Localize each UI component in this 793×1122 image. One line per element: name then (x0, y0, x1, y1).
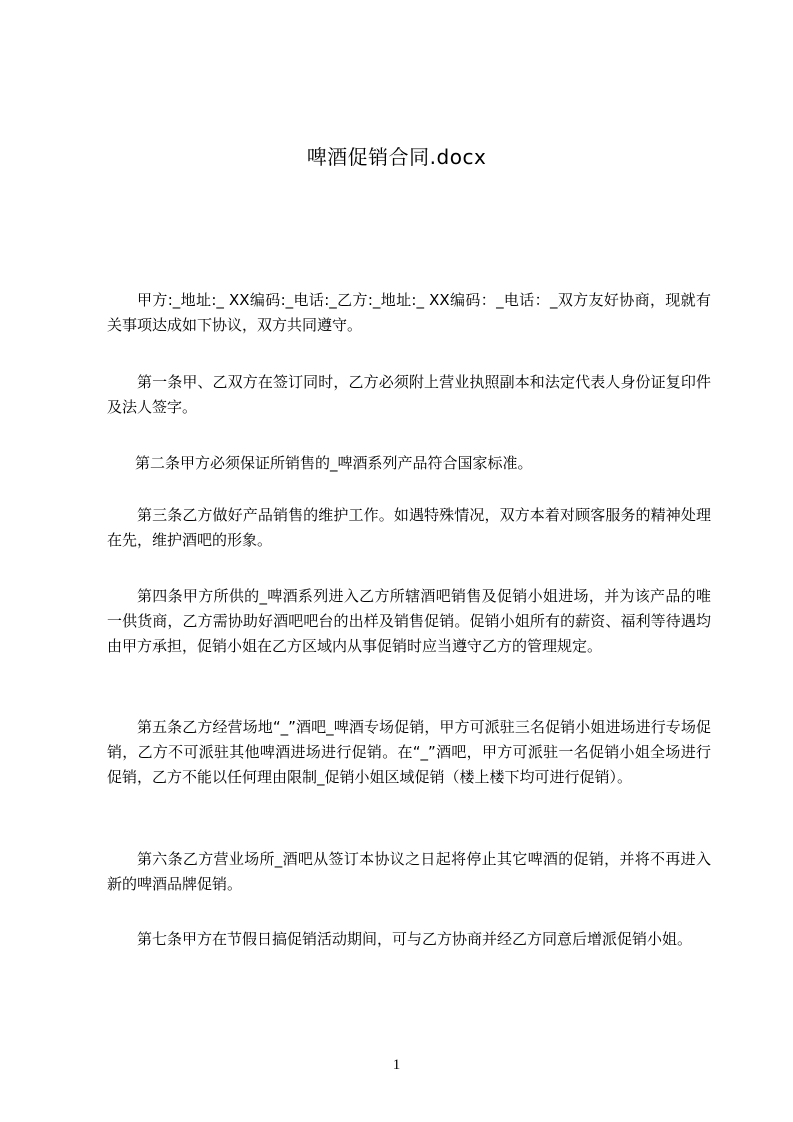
paragraph-article-1: 第一条甲、乙双方在签订同时，乙方必须附上营业执照副本和法定代表人身份证复印件及法人签字。 (107, 373, 711, 416)
paragraph-article-3: 第三条乙方做好产品销售的维护工作。如遇特殊情况，双方本着对顾客服务的精神处理在先，维护酒吧的形象。 (107, 506, 711, 549)
paragraph-article-4: 第四条甲方所供的_啤酒系列进入乙方所辖酒吧销售及促销小姐进场，并为该产品的唯一供货商，乙方需协助好酒吧吧台的出样及销售促销。促销小姐所有的薪资、福利等待遇均由甲方承担，促销小姐在乙方区域内从事促销时应当遵守乙方的管理规定。 (107, 587, 711, 655)
paragraph-article-2: 第二条甲方必须保证所销售的_啤酒系列产品符合国家标准。 (135, 454, 533, 472)
paragraph-article-5: 第五条乙方经营场地“_”酒吧_啤酒专场促销，甲方可派驻三名促销小姐进场进行专场促销，乙方不可派驻其他啤酒进场进行促销。在“_”酒吧，甲方可派驻一名促销小姐全场进行促销，乙方不能以任何理由限制_促销小姐区域促销（楼上楼下均可进行促销）。 (107, 718, 711, 786)
document-title: 啤酒促销合同.docx (306, 145, 487, 169)
paragraph-article-6: 第六条乙方营业场所_酒吧从签订本协议之日起将停止其它啤酒的促销，并将不再进入新的啤酒品牌促销。 (107, 850, 711, 893)
paragraph-article-7: 第七条甲方在节假日搞促销活动期间，可与乙方协商并经乙方同意后增派促销小姐。 (137, 930, 693, 948)
page-number: 1 (392, 1057, 401, 1073)
paragraph-parties: 甲方:_地址:_ XX编码:_电话:_乙方:_地址:_ XX编码：_电话：_双方友好协商，现就有关事项达成如下协议，双方共同遵守。 (107, 291, 711, 334)
